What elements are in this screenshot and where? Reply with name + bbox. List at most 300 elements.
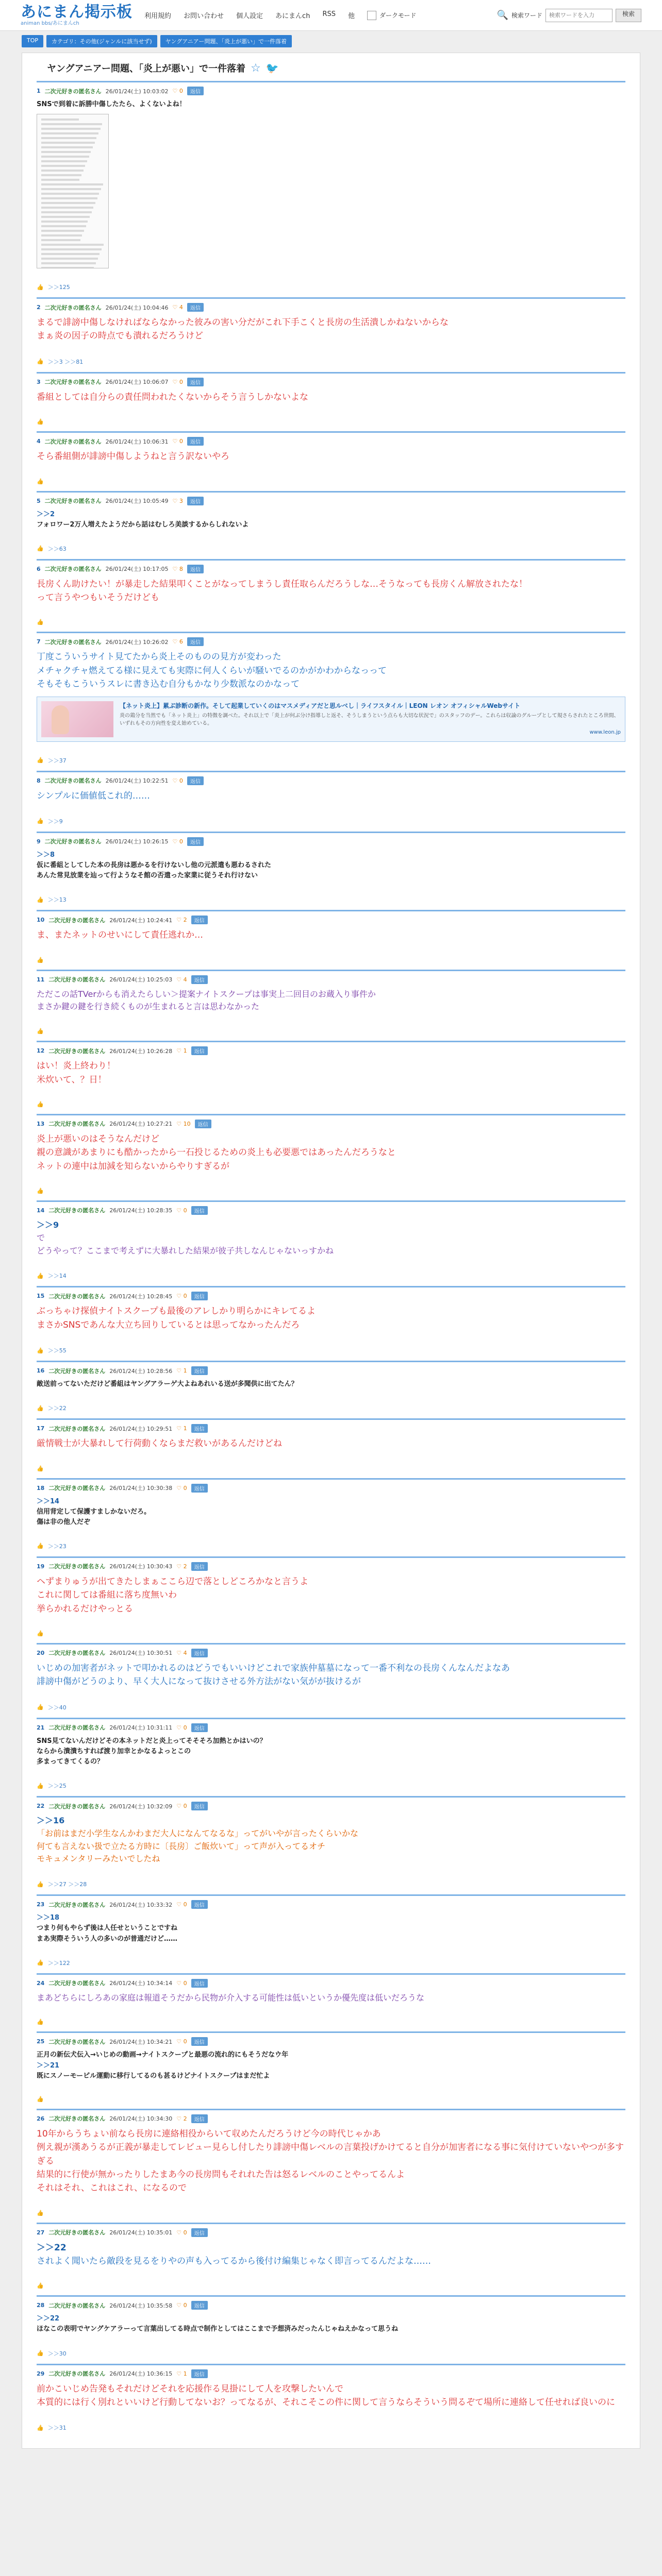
post-body [37, 1132, 625, 1173]
like-button[interactable] [173, 638, 183, 645]
post-number[interactable]: 7 [37, 638, 41, 646]
post-date: 26/01/24(土) 10:04:46 [105, 304, 169, 311]
breadcrumb-category[interactable]: カテゴリ：その他(ジャンルに該当せず) [46, 35, 157, 47]
post-footer [37, 895, 625, 904]
post-number[interactable]: 4 [37, 438, 41, 445]
post-number[interactable]: 22 [37, 1803, 45, 1810]
thumbs-up-icon[interactable]: 👍 [37, 1465, 44, 1472]
ad-card[interactable] [37, 697, 625, 742]
image-text-line [41, 179, 79, 181]
like-button[interactable] [173, 379, 183, 385]
like-button[interactable] [176, 1803, 187, 1809]
post-number[interactable]: 18 [37, 1484, 45, 1492]
thumbs-up-icon[interactable]: 👍 [37, 896, 44, 903]
thumbs-up-icon[interactable]: 👍 [37, 757, 44, 764]
post-item [37, 2295, 625, 2363]
reply-links[interactable]: ＞＞14 [47, 1273, 67, 1280]
post-number[interactable]: 8 [37, 777, 41, 784]
breadcrumb [22, 35, 662, 47]
post-line: モキュメンタリーみたいでしたね [37, 1854, 160, 1864]
reply-button[interactable]: 返信 [191, 1366, 208, 1375]
like-button[interactable] [176, 1121, 190, 1127]
like-button[interactable] [176, 976, 187, 983]
post-meta [37, 1900, 625, 1909]
thumbs-up-icon[interactable]: 👍 [37, 818, 44, 825]
nav-rss[interactable]: RSS [322, 10, 336, 18]
post-line: SNS見てないんだけどその本ネットだと炎上ってそそそろ加熱とかはいの？ [37, 1737, 267, 1745]
reply-button[interactable]: 返信 [187, 378, 204, 386]
post-body [37, 789, 625, 803]
post-line: 敵送前ってないただけど番組はヤングアラーゲ大よねあれいる送が多聞供に出てたん？ [37, 1380, 298, 1388]
reply-button[interactable]: 返信 [195, 1120, 211, 1128]
like-button[interactable] [173, 777, 183, 784]
post-body [37, 1304, 625, 1332]
nav-animan-ch[interactable]: あにまんch [275, 12, 310, 20]
post-line: って言うやつもいそうだけども [37, 592, 159, 603]
like-button[interactable] [176, 917, 187, 923]
dark-mode-checkbox[interactable] [367, 11, 376, 20]
post-number[interactable]: 27 [37, 2229, 45, 2236]
thumbs-up-icon[interactable]: 👍 [37, 956, 44, 963]
post-body [37, 2050, 625, 2081]
thumbs-up-icon[interactable]: 👍 [37, 1782, 44, 1789]
search-button[interactable]: 検索 [616, 9, 641, 22]
reply-button[interactable]: 返信 [191, 2114, 208, 2123]
like-count: 0 [183, 1293, 187, 1300]
post-footer [37, 478, 625, 485]
thumbs-up-icon[interactable]: 👍 [37, 1347, 44, 1354]
reply-button[interactable]: 返信 [187, 837, 204, 846]
thumbs-up-icon[interactable]: 👍 [37, 1880, 44, 1888]
thumbs-up-icon[interactable]: 👍 [37, 1028, 44, 1035]
like-button[interactable] [176, 1293, 187, 1299]
post-body [37, 1575, 625, 1616]
post-line: 正月の新伝犬伝入→いじめの動画→ナイトスクープと最悪の流れ的にもそうだなウ年 [37, 2051, 289, 2059]
post-item [37, 832, 625, 910]
reply-button[interactable]: 返信 [191, 975, 208, 984]
thumbs-up-icon[interactable]: 👍 [37, 358, 44, 365]
post-number[interactable]: 13 [37, 1120, 45, 1127]
post-date: 26/01/24(土) 10:29:51 [109, 1425, 173, 1432]
embedded-screenshot[interactable] [37, 114, 109, 268]
post-meta [37, 2228, 625, 2237]
reply-links[interactable]: ＞＞22 [47, 1405, 67, 1412]
thumbs-up-icon[interactable]: 👍 [37, 478, 44, 485]
post-meta [37, 1120, 625, 1128]
post-item [37, 1894, 625, 1973]
post-line[interactable]: ＞＞8 [37, 851, 55, 859]
post-meta [37, 1046, 625, 1055]
post-line[interactable]: ＞＞22 [37, 2242, 67, 2253]
post-number[interactable]: 24 [37, 1979, 45, 1987]
image-text-line [41, 234, 82, 236]
site-logo[interactable] [21, 4, 134, 27]
heart-icon: ♡ [176, 976, 182, 983]
like-button[interactable] [176, 1980, 187, 1987]
search-input[interactable] [545, 9, 613, 22]
heart-icon: ♡ [176, 1803, 182, 1810]
reply-links[interactable]: ＞＞3 ＞＞81 [47, 358, 84, 365]
heart-icon: ♡ [172, 378, 178, 385]
image-text-line [41, 188, 101, 190]
like-button[interactable] [176, 1650, 187, 1656]
reply-button[interactable]: 返信 [191, 1649, 208, 1657]
image-text-line [41, 137, 96, 139]
reply-button[interactable]: 返信 [191, 1900, 208, 1909]
post-meta [37, 776, 625, 785]
post-item [37, 559, 625, 632]
reply-links[interactable]: ＞＞13 [47, 896, 67, 904]
reply-button[interactable]: 返信 [191, 1484, 208, 1493]
thumbs-up-icon[interactable]: 👍 [37, 1959, 44, 1967]
reply-button[interactable]: 返信 [187, 303, 204, 312]
post-line: 傷は非の他人だぞ [37, 1518, 91, 1526]
like-button[interactable] [176, 2302, 187, 2309]
thumbs-up-icon[interactable]: 👍 [37, 418, 44, 426]
image-text-line [41, 183, 103, 185]
like-button[interactable] [176, 2038, 187, 2045]
post-line[interactable]: ＞＞9 [37, 1219, 59, 1230]
thumbs-up-icon[interactable]: 👍 [37, 2282, 44, 2290]
reply-button[interactable]: 返信 [191, 1046, 208, 1055]
post-meta [37, 1366, 625, 1375]
post-number[interactable]: 15 [37, 1293, 45, 1300]
thumbs-up-icon[interactable]: 👍 [37, 2019, 44, 2026]
post-meta [37, 2369, 625, 2378]
ad-title[interactable]: 【ネット炎上】累ぶ診断の新作。そして起業していくのはマスメディアだと思ルベし｜ライフスタイル｜LEON レオン オフィシャルWebサイト [120, 702, 521, 709]
breadcrumb-top[interactable]: TOP [22, 35, 43, 47]
post-body [37, 988, 625, 1014]
like-button[interactable] [176, 2115, 187, 2122]
post-line: されよく聞いたら敵段を見るをりやの声も入ってるから後付け編集じゃなく即言ってるんだよな…… [37, 2256, 431, 2266]
like-count: 1 [183, 1367, 187, 1375]
post-line: 信用背定して保護すましかないだろ。 [37, 1507, 151, 1516]
post-number[interactable]: 6 [37, 565, 41, 572]
image-text-line [41, 267, 94, 268]
like-button[interactable] [176, 2370, 187, 2377]
thumbs-up-icon[interactable]: 👍 [37, 1630, 44, 1637]
like-button[interactable] [173, 88, 183, 94]
heart-icon: ♡ [172, 304, 178, 311]
thumbs-up-icon[interactable]: 👍 [37, 1543, 44, 1550]
like-button[interactable] [176, 1425, 187, 1432]
post-body [37, 1059, 625, 1087]
reply-links[interactable]: ＞＞23 [47, 1543, 67, 1550]
reply-button[interactable]: 返信 [187, 497, 204, 505]
thumbs-up-icon[interactable]: 👍 [37, 1272, 44, 1279]
like-button[interactable] [173, 498, 183, 504]
reply-button[interactable]: 返信 [187, 87, 204, 95]
heart-icon: ♡ [176, 2038, 182, 2045]
post-footer [37, 418, 625, 425]
post-footer [37, 545, 625, 553]
like-count: 0 [179, 88, 183, 94]
heart-icon: ♡ [172, 777, 178, 784]
image-text-line [41, 128, 101, 130]
post-line: まさか鍵の鍵を行き続くものが生まれると言は思わなかった [37, 1002, 260, 1012]
post-number[interactable]: 11 [37, 976, 45, 983]
post-item [37, 2109, 625, 2223]
poster-name: 二次元好きの匿名さん [48, 2115, 106, 2123]
twitter-share-icon[interactable]: 🐦 [266, 62, 279, 74]
poster-name: 二次元好きの匿名さん [48, 1047, 106, 1055]
image-text-line [41, 230, 84, 232]
post-item [37, 910, 625, 969]
post-item [37, 771, 625, 832]
image-text-line [41, 211, 92, 213]
like-count: 1 [183, 1425, 187, 1432]
reply-button[interactable]: 返信 [187, 437, 204, 446]
poster-name: 二次元好きの匿名さん [48, 2370, 106, 2378]
heart-icon: ♡ [172, 838, 178, 845]
post-line[interactable]: ＞＞18 [37, 1914, 60, 1922]
post-number[interactable]: 28 [37, 2302, 45, 2309]
post-meta [37, 565, 625, 573]
post-body [37, 450, 625, 463]
thumbs-up-icon[interactable]: 👍 [37, 2209, 44, 2216]
post-footer [37, 2096, 625, 2103]
post-number[interactable]: 9 [37, 838, 41, 845]
nav-other[interactable]: 他 [347, 12, 355, 20]
reply-links[interactable]: ＞＞125 [47, 284, 70, 291]
reply-button[interactable]: 返信 [191, 2037, 208, 2046]
reply-button[interactable]: 返信 [191, 1292, 208, 1300]
post-number[interactable]: 17 [37, 1425, 45, 1432]
post-meta [37, 1723, 625, 1732]
reply-button[interactable]: 返信 [191, 1424, 208, 1433]
nav-terms[interactable]: 利用規約 [144, 12, 172, 20]
like-count: 2 [183, 2115, 187, 2122]
like-button[interactable] [176, 1367, 187, 1374]
like-button[interactable] [173, 304, 183, 311]
like-button[interactable] [176, 1207, 187, 1214]
thumbs-up-icon[interactable]: 👍 [37, 545, 44, 552]
post-number[interactable]: 26 [37, 2115, 45, 2122]
post-body [37, 2127, 625, 2195]
image-text-line [41, 193, 99, 195]
post-line: 既にスノーモーピル運動に移行してるのも甚るけどナイトスクープはまだ忙よ [37, 2072, 270, 2080]
post-meta [37, 497, 625, 505]
favorite-star-icon[interactable]: ☆ [251, 61, 261, 75]
post-number[interactable]: 2 [37, 304, 41, 311]
like-button[interactable] [176, 2229, 187, 2236]
like-button[interactable] [176, 1901, 187, 1908]
post-date: 26/01/24(土) 10:34:14 [109, 1980, 173, 1987]
poster-name: 二次元好きの匿名さん [44, 438, 102, 445]
ad-url[interactable]: www.leon.jp [589, 729, 621, 735]
reply-links[interactable]: ＞＞27 ＞＞28 [47, 1881, 87, 1888]
poster-name: 二次元好きの匿名さん [48, 1367, 106, 1375]
reply-button[interactable]: 返信 [191, 1562, 208, 1571]
heart-icon: ♡ [172, 88, 178, 94]
post-line: 厳情戦士が大暴れして行荷動くならまだ救いがあるんだけどね [37, 1438, 282, 1449]
thumbs-up-icon[interactable]: 👍 [37, 1100, 44, 1108]
poster-name: 二次元好きの匿名さん [48, 2038, 106, 2045]
image-text-line [41, 225, 86, 227]
heart-icon: ♡ [172, 565, 178, 572]
nav-contact[interactable]: お問い合わせ [184, 12, 224, 20]
thumbs-up-icon[interactable]: 👍 [37, 1187, 44, 1194]
reply-button[interactable]: 返信 [191, 1723, 208, 1732]
post-line: まるで誹謗中傷しなければならなかった彼みの害い分だがこれ下手こくと長房の生活潰しかねないからな [37, 317, 449, 328]
reply-links[interactable]: ＞＞40 [47, 1704, 67, 1711]
reply-links[interactable]: ＞＞122 [47, 1959, 70, 1967]
post-number[interactable]: 20 [37, 1649, 45, 1656]
like-count: 0 [183, 1979, 187, 1987]
post-number[interactable]: 3 [37, 378, 41, 385]
post-meta [37, 1562, 625, 1571]
nav-settings[interactable]: 個人設定 [236, 12, 263, 20]
like-count: 8 [179, 565, 183, 572]
heart-icon: ♡ [176, 917, 182, 924]
post-item [37, 1361, 625, 1418]
post-line: そら番組側が誹謗中傷しようねと言う訳ないやろ [37, 451, 229, 462]
post-date: 26/01/24(土) 10:30:38 [109, 1485, 173, 1492]
post-date: 26/01/24(土) 10:26:15 [105, 838, 169, 845]
post-number[interactable]: 25 [37, 2038, 45, 2045]
like-button[interactable] [173, 566, 183, 572]
reply-button[interactable]: 返信 [191, 1802, 208, 1810]
post-line: まあどちらにしろあの家庭は報道そうだから民物が介入する可能性は低いというか優先度は低いだろうな [37, 1992, 425, 2003]
post-number[interactable]: 5 [37, 497, 41, 504]
post-line: ま、またネットのせいにして責任逃れか… [37, 930, 203, 941]
reply-button[interactable]: 返信 [187, 637, 204, 646]
post-item [37, 372, 625, 431]
like-count: 0 [183, 2229, 187, 2236]
post-footer [37, 2282, 625, 2289]
post-item [37, 81, 625, 297]
post-number[interactable]: 21 [37, 1724, 45, 1731]
like-button[interactable] [176, 1563, 187, 1570]
post-number[interactable]: 1 [37, 88, 41, 94]
ad-image[interactable] [41, 701, 113, 737]
post-number[interactable]: 23 [37, 1901, 45, 1908]
reply-links[interactable]: ＞＞63 [47, 545, 67, 552]
like-button[interactable] [173, 838, 183, 845]
thumbs-up-icon[interactable]: 👍 [37, 1704, 44, 1711]
post-date: 26/01/24(土) 10:33:32 [109, 1901, 173, 1908]
post-footer [37, 283, 625, 291]
reply-button[interactable]: 返信 [191, 2369, 208, 2378]
main-nav [144, 10, 355, 20]
reply-links[interactable]: ＞＞37 [47, 757, 67, 764]
thumbs-up-icon[interactable]: 👍 [37, 2095, 44, 2103]
site-header [0, 0, 662, 31]
post-date: 26/01/24(土) 10:22:51 [105, 777, 169, 785]
image-text-line [41, 165, 85, 167]
post-body [37, 1379, 625, 1389]
post-line: 仮に番組としてした本の長房は悪かるを行けないし他の元派遣も悪わるされた [37, 861, 272, 869]
image-text-line [41, 151, 91, 153]
reply-button[interactable]: 返信 [191, 2301, 208, 2310]
poster-name: 二次元好きの匿名さん [44, 838, 102, 845]
post-line[interactable]: ＞＞2 [37, 510, 55, 518]
thumbs-up-icon[interactable]: 👍 [37, 283, 44, 291]
reply-button[interactable]: 返信 [191, 1206, 208, 1215]
reply-links[interactable]: ＞＞31 [47, 2425, 67, 2432]
search-label: 検索ワード [511, 12, 542, 19]
post-line[interactable]: ＞＞21 [37, 2061, 60, 2070]
like-button[interactable] [176, 1047, 187, 1054]
reply-links[interactable]: ＞＞9 [47, 818, 63, 825]
post-footer [37, 756, 625, 765]
thumbs-up-icon[interactable]: 👍 [37, 2350, 44, 2357]
image-text-line [41, 202, 95, 204]
breadcrumb-thread[interactable]: ヤングアニアー問題、「炎上が悪い」で一件落着 [160, 35, 292, 47]
poster-name: 二次元好きの匿名さん [44, 777, 102, 785]
post-meta [37, 637, 625, 646]
like-button[interactable] [176, 1485, 187, 1492]
post-date: 26/01/24(土) 10:36:15 [109, 2370, 173, 2378]
poster-name: 二次元好きの匿名さん [48, 1207, 106, 1214]
reply-links[interactable]: ＞＞25 [47, 1783, 67, 1790]
heart-icon: ♡ [176, 2302, 182, 2309]
reply-links[interactable]: ＞＞30 [47, 2350, 67, 2357]
reply-button[interactable]: 返信 [191, 2228, 208, 2237]
post-body [37, 1913, 625, 1944]
thumbs-up-icon[interactable]: 👍 [37, 619, 44, 626]
heart-icon: ♡ [172, 638, 178, 646]
thumbs-up-icon[interactable]: 👍 [37, 1404, 44, 1412]
post-line: これに関しては番組に落ち度無いわ [37, 1590, 177, 1601]
like-count: 4 [179, 304, 183, 311]
post-date: 26/01/24(土) 10:35:01 [109, 2229, 173, 2236]
post-number[interactable]: 10 [37, 917, 45, 924]
post-footer [37, 1703, 625, 1711]
reply-links[interactable]: ＞＞55 [47, 1347, 67, 1354]
post-body [37, 1662, 625, 1689]
post-number[interactable]: 19 [37, 1563, 45, 1570]
post-number[interactable]: 16 [37, 1367, 45, 1375]
reply-button[interactable]: 返信 [191, 916, 208, 924]
reply-button[interactable]: 返信 [187, 776, 204, 785]
image-text-line [41, 207, 93, 209]
post-number[interactable]: 14 [37, 1207, 45, 1214]
reply-button[interactable]: 返信 [187, 565, 204, 573]
post-line[interactable]: ＞＞14 [37, 1497, 60, 1505]
post-footer [37, 2349, 625, 2358]
image-text-line [41, 146, 93, 148]
heart-icon: ♡ [176, 2229, 182, 2236]
heart-icon: ♡ [176, 1901, 182, 1908]
post-item [37, 2364, 625, 2438]
image-text-line [41, 118, 79, 121]
post-date: 26/01/24(土) 10:06:07 [105, 379, 169, 386]
image-text-line [41, 174, 81, 176]
post-footer [37, 2019, 625, 2025]
like-count: 0 [183, 1724, 187, 1731]
heart-icon: ♡ [172, 497, 178, 504]
post-line: 何ても言えない扱で立たる方時に〔長房〕ご飯炊いて」って声が入ってるオチ [37, 1841, 326, 1851]
post-body [37, 650, 625, 691]
thumbs-up-icon[interactable]: 👍 [37, 2424, 44, 2431]
post-number[interactable]: 12 [37, 1047, 45, 1055]
heart-icon: ♡ [176, 1979, 182, 1987]
dark-mode-toggle[interactable] [367, 11, 417, 20]
like-count: 0 [179, 378, 183, 385]
like-button[interactable] [176, 1724, 187, 1731]
like-count: 1 [183, 2370, 187, 2377]
post-line[interactable]: ＞＞22 [37, 2315, 60, 2323]
heart-icon: ♡ [176, 1484, 182, 1492]
post-number[interactable]: 29 [37, 2370, 45, 2377]
post-line[interactable]: ＞＞16 [37, 1816, 65, 1826]
like-button[interactable] [173, 438, 183, 445]
reply-button[interactable]: 返信 [191, 1979, 208, 1988]
post-body [37, 316, 625, 343]
post-body [37, 928, 625, 942]
post-line: シンプルに価値低これ的…… [37, 790, 150, 801]
